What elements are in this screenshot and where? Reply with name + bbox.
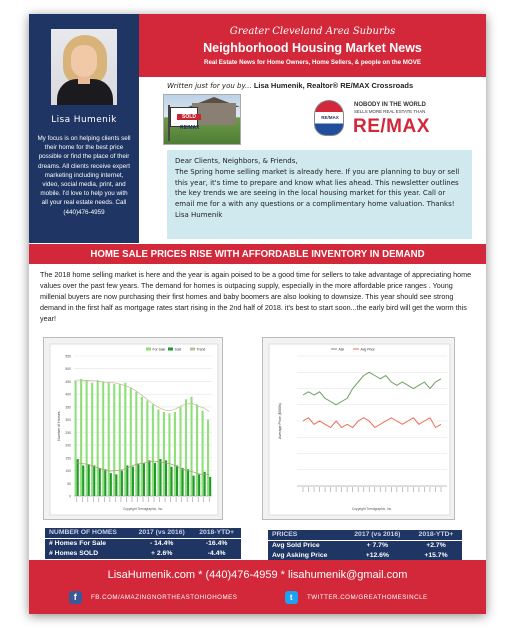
row-value: -16.4%	[205, 540, 228, 547]
written-prefix: Written just for you by...	[167, 82, 252, 90]
bar	[77, 459, 79, 496]
facebook-url: FB.COM/AMAZINGNORTHEASTOHIOHOMES	[91, 594, 238, 601]
row-value: +2.7%	[426, 542, 446, 549]
newsletter-page	[29, 14, 486, 614]
agent-name: Lisa Humenik	[51, 115, 117, 125]
bar	[157, 409, 159, 496]
bar	[102, 381, 104, 496]
agent-photo	[51, 29, 117, 105]
bar	[170, 467, 172, 496]
chart-panel	[269, 344, 450, 515]
remax-wordmark: RE/MAX	[353, 116, 430, 137]
y-axis-label: Number of Homes	[57, 411, 61, 441]
written-by-line	[167, 81, 486, 90]
bar	[176, 465, 178, 496]
y-tick-label: 50	[67, 481, 71, 486]
row-value: - 14.4%	[149, 540, 174, 547]
y-tick-label: 100	[65, 469, 71, 474]
facebook-icon: f	[69, 591, 82, 604]
y-tick-label: 450	[65, 379, 71, 384]
row-value: +15.7%	[424, 552, 448, 559]
bar	[104, 469, 106, 496]
row-label: # Homes SOLD	[49, 550, 99, 557]
bar	[179, 407, 181, 496]
homes-chart	[43, 337, 223, 520]
bar	[108, 383, 110, 496]
legend-label: Ask	[338, 347, 345, 352]
row-value: -4.4%	[207, 550, 226, 557]
y-tick-label: 250	[65, 430, 71, 435]
twitter-icon: t	[285, 591, 298, 604]
price-line-chart	[263, 338, 456, 521]
chart-copyright: Copyright Trendgraphix, Inc.	[122, 507, 164, 511]
personal-letter	[167, 150, 472, 239]
bar	[193, 476, 195, 496]
legend-swatch	[146, 348, 151, 351]
balloon-icon	[314, 100, 344, 136]
homes-stats-table	[45, 528, 241, 559]
bar	[119, 384, 121, 496]
table-row	[268, 541, 462, 552]
y-axis-label: Average Price ($000s)	[278, 403, 282, 439]
bar	[130, 388, 132, 496]
twitter-url: TWITTER.COM/GREATHOMESINCLE	[307, 594, 428, 601]
section-intro: The 2018 home selling market is here and the year is again poised to be a good time for sellers to take advantage of appreciating home values over the past few years. The demand for homes is outpacing supply, especially in the more affordable price ranges . Young millenial buyers are now purchasing their first homes and baby boomers are also looking to downsize. This year should see strong demand in the first half as mortgage rates start rising in the 2nd half of 2018. it's best to start soon...the early bird will get the worm this year!	[40, 270, 472, 323]
bar	[196, 404, 198, 496]
y-tick-label: 300	[65, 418, 71, 423]
legend-label: For Sale	[152, 347, 166, 352]
bar	[163, 412, 165, 496]
price-chart	[262, 337, 455, 520]
newsletter-title: Neighborhood Housing Market News	[203, 41, 422, 55]
homes-header-2017: 2017 (vs 2016)	[138, 529, 185, 536]
bar	[110, 473, 112, 496]
table-row	[45, 549, 241, 559]
letter-greeting: Dear Clients, Neighbors, & Friends,	[175, 157, 298, 165]
row-value: + 2.6%	[151, 550, 173, 557]
table-row	[45, 539, 241, 550]
legend-swatch	[168, 348, 173, 351]
written-agent: Lisa Humenik, Realtor® RE/MAX Crossroads	[253, 81, 414, 90]
bar	[99, 468, 101, 496]
y-tick-label: 200	[65, 443, 71, 448]
agent-sidebar	[29, 14, 139, 243]
remax-logo-block	[302, 96, 456, 144]
bar	[137, 464, 139, 496]
bar	[86, 380, 88, 496]
y-tick-label: 0	[69, 494, 71, 499]
prices-header-2018: 2018-YTD+	[418, 531, 454, 538]
bar	[165, 460, 167, 496]
bar	[187, 469, 189, 496]
prices-header: PRICES	[272, 531, 298, 538]
y-tick-label: 550	[65, 354, 71, 359]
bar	[82, 465, 84, 496]
bar	[154, 463, 156, 496]
homes-header-2018: 2018-YTD+	[199, 529, 235, 536]
bar	[182, 468, 184, 496]
bar	[168, 413, 170, 496]
bar	[126, 465, 128, 496]
legend-label: Sold	[174, 347, 182, 352]
bar	[207, 420, 209, 496]
bar	[124, 383, 126, 496]
bar	[141, 397, 143, 496]
bar	[113, 384, 115, 496]
bar	[146, 401, 148, 496]
sign-brand: RE/MAX	[180, 125, 200, 131]
bar	[190, 397, 192, 496]
bar	[93, 465, 95, 496]
bar	[132, 467, 134, 496]
y-tick-label: 400	[65, 392, 71, 397]
row-label: Avg Sold Price	[272, 542, 320, 549]
prices-header-2017: 2017 (vs 2016)	[354, 531, 401, 538]
section-title: HOME SALE PRICES RISE WITH AFFORDABLE INVENTORY IN DEMAND	[29, 243, 486, 264]
row-value: +12.6%	[365, 552, 389, 559]
sold-label: SOLD	[177, 114, 201, 120]
row-value: + 7.7%	[366, 542, 389, 549]
agent-bio: My focus is on helping clients sell their home for the best price possible or find the place of their dreams. All clients receive expert marketing including internet, video, social media, print, and mobile. I'd love to help you with all your real estate needs. Call (440)476-4959	[37, 135, 131, 216]
bar	[198, 474, 200, 496]
balloon-label: RE/MAX	[321, 115, 339, 120]
legend-label: Avg Price	[360, 347, 375, 352]
newsletter-subtitle: Real Estate News for Home Owners, Home Sellers, & people on the MOVE	[204, 59, 421, 66]
legend-swatch	[190, 348, 195, 351]
bar	[80, 379, 82, 496]
region-title: Greater Cleveland Area Suburbs	[229, 26, 396, 37]
footer-contact[interactable]: LisaHumenik.com * (440)476-4959 * lisahumenik@gmail.com	[107, 569, 408, 581]
y-tick-label: 350	[65, 405, 71, 410]
bar	[159, 459, 161, 496]
letter-body: The Spring home selling market is already here. If you are planning to buy or sell this year, it's time to prepare and know what lies ahead. This newsletter outlines the key trends we are seeing in the local housing market for this year. Call or email me for a with any questions or a complimentary home valuation. Thanks! Lisa Humenik	[175, 167, 460, 219]
footer	[29, 560, 486, 614]
y-tick-label: 500	[65, 367, 71, 372]
bar	[115, 474, 117, 496]
bar	[202, 411, 204, 496]
bar	[185, 399, 187, 496]
chart-copyright: Copyright Trendgraphix, Inc.	[351, 507, 393, 511]
row-label: # Homes For Sale	[49, 540, 107, 547]
homes-header: NUMBER OF HOMES	[49, 529, 117, 536]
bar	[148, 460, 150, 496]
twitter-link[interactable]	[285, 591, 428, 605]
sold-sign-image	[163, 94, 241, 145]
bar	[88, 464, 90, 496]
bar	[91, 383, 93, 496]
bar	[204, 472, 206, 496]
remax-tagline-2: SELLS MORE REAL ESTATE THAN	[354, 109, 426, 114]
bar	[75, 380, 77, 496]
bar	[152, 404, 154, 496]
header-banner	[139, 14, 486, 77]
row-label: Avg Asking Price	[272, 552, 328, 559]
legend-label: Trend	[196, 347, 206, 352]
bar	[135, 392, 137, 496]
remax-tagline: NOBODY IN THE WORLD	[354, 102, 426, 108]
bar	[209, 477, 211, 496]
bar	[121, 471, 123, 496]
bar	[97, 380, 99, 496]
prices-stats-table	[268, 530, 462, 561]
facebook-link[interactable]	[69, 591, 237, 605]
bar	[174, 412, 176, 496]
homes-bar-chart	[44, 338, 224, 521]
bar	[143, 463, 145, 496]
y-tick-label: 150	[65, 456, 71, 461]
